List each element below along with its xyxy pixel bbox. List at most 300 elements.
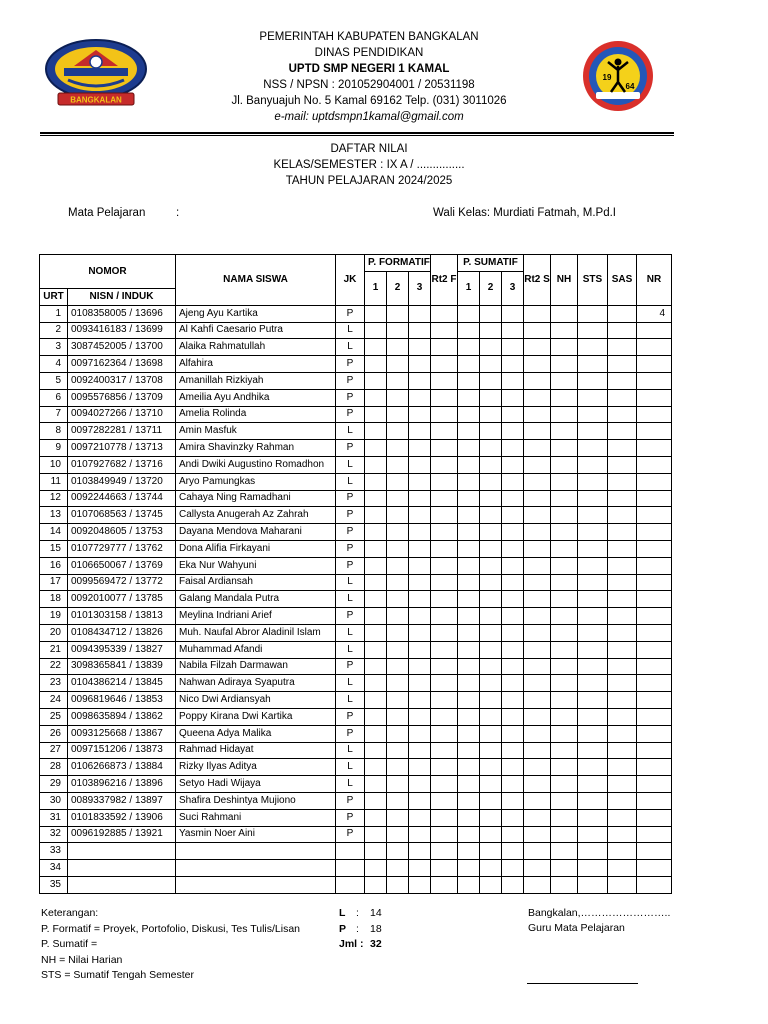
sumatif-3-cell bbox=[502, 725, 524, 742]
formatif-3-cell bbox=[409, 641, 431, 658]
sumatif-2-cell bbox=[480, 843, 502, 860]
sas-cell bbox=[608, 473, 637, 490]
sumatif-1-cell bbox=[458, 540, 480, 557]
formatif-3-cell bbox=[409, 792, 431, 809]
sas-cell bbox=[608, 826, 637, 843]
formatif-3-cell bbox=[409, 524, 431, 541]
formatif-2-cell bbox=[387, 490, 409, 507]
nr-cell bbox=[637, 389, 672, 406]
sas-cell bbox=[608, 624, 637, 641]
formatif-2-cell bbox=[387, 860, 409, 877]
sumatif-2-cell bbox=[480, 658, 502, 675]
sumatif-1-cell bbox=[458, 725, 480, 742]
sumatif-3-cell bbox=[502, 440, 524, 457]
student-name: Yasmin Noer Aini bbox=[176, 826, 336, 843]
rt2s-cell bbox=[524, 809, 551, 826]
nisn-cell: 0092010077 / 13785 bbox=[68, 591, 176, 608]
sumatif-1-cell bbox=[458, 591, 480, 608]
sumatif-1-cell bbox=[458, 423, 480, 440]
sumatif-1-cell bbox=[458, 843, 480, 860]
sumatif-3-cell bbox=[502, 356, 524, 373]
nh-cell bbox=[551, 389, 578, 406]
nisn-cell: 0097151206 / 13873 bbox=[68, 742, 176, 759]
nr-cell bbox=[637, 372, 672, 389]
sas-cell bbox=[608, 675, 637, 692]
table-row bbox=[40, 742, 672, 759]
table-row bbox=[40, 792, 672, 809]
sts-cell bbox=[578, 658, 608, 675]
row-number: 11 bbox=[40, 473, 68, 490]
nisn-cell: 0104386214 / 13845 bbox=[68, 675, 176, 692]
formatif-1-cell bbox=[365, 423, 387, 440]
student-name bbox=[176, 843, 336, 860]
rt2f-cell bbox=[431, 776, 458, 793]
nisn-cell: 0092400317 / 13708 bbox=[68, 372, 176, 389]
nh-cell bbox=[551, 473, 578, 490]
sts-cell bbox=[578, 591, 608, 608]
sts-cell bbox=[578, 389, 608, 406]
sts-cell bbox=[578, 826, 608, 843]
table-row bbox=[40, 490, 672, 507]
student-name: Alfahira bbox=[176, 356, 336, 373]
header-rt2f: Rt2 F bbox=[431, 255, 458, 306]
nr-cell bbox=[637, 692, 672, 709]
sts-cell bbox=[578, 725, 608, 742]
sts-cell bbox=[578, 675, 608, 692]
rt2f-cell bbox=[431, 708, 458, 725]
formatif-3-cell bbox=[409, 490, 431, 507]
sas-cell bbox=[608, 356, 637, 373]
govt-name: PEMERINTAH KABUPATEN BANGKALAN bbox=[259, 31, 479, 43]
nisn-cell: 3098365841 / 13839 bbox=[68, 658, 176, 675]
school-address: Jl. Banyuajuh No. 5 Kamal 69162 Telp. (031) 3011026 bbox=[231, 95, 507, 107]
table-row bbox=[40, 372, 672, 389]
rt2f-cell bbox=[431, 826, 458, 843]
gender-cell: L bbox=[336, 675, 365, 692]
nh-cell bbox=[551, 826, 578, 843]
row-number: 22 bbox=[40, 658, 68, 675]
sumatif-2-cell bbox=[480, 305, 502, 322]
gender-cell: L bbox=[336, 641, 365, 658]
sts-cell bbox=[578, 624, 608, 641]
student-name: Rahmad Hidayat bbox=[176, 742, 336, 759]
formatif-3-cell bbox=[409, 843, 431, 860]
sumatif-3-cell bbox=[502, 826, 524, 843]
table-row bbox=[40, 507, 672, 524]
nh-cell bbox=[551, 524, 578, 541]
table-row bbox=[40, 641, 672, 658]
sumatif-1-cell bbox=[458, 876, 480, 893]
row-number: 1 bbox=[40, 305, 68, 322]
formatif-3-cell bbox=[409, 759, 431, 776]
header-nr: NR bbox=[637, 255, 672, 306]
nh-cell bbox=[551, 641, 578, 658]
rt2f-cell bbox=[431, 507, 458, 524]
sumatif-2-cell bbox=[480, 860, 502, 877]
nr-cell bbox=[637, 675, 672, 692]
table-row bbox=[40, 423, 672, 440]
formatif-3-cell bbox=[409, 456, 431, 473]
formatif-3-cell bbox=[409, 608, 431, 625]
formatif-1-cell bbox=[365, 372, 387, 389]
sts-cell bbox=[578, 372, 608, 389]
sas-cell bbox=[608, 524, 637, 541]
sumatif-3-cell bbox=[502, 876, 524, 893]
formatif-2-cell bbox=[387, 776, 409, 793]
nh-cell bbox=[551, 372, 578, 389]
sumatif-3-cell bbox=[502, 557, 524, 574]
rt2s-cell bbox=[524, 608, 551, 625]
rt2f-cell bbox=[431, 473, 458, 490]
nisn-cell: 0101833592 / 13906 bbox=[68, 809, 176, 826]
rt2f-cell bbox=[431, 372, 458, 389]
gender-cell: P bbox=[336, 507, 365, 524]
header-jk: JK bbox=[336, 255, 365, 306]
row-number: 2 bbox=[40, 322, 68, 339]
sts-cell bbox=[578, 524, 608, 541]
sumatif-1-cell bbox=[458, 356, 480, 373]
nh-cell bbox=[551, 843, 578, 860]
sas-cell bbox=[608, 876, 637, 893]
sumatif-2-cell bbox=[480, 473, 502, 490]
row-number: 23 bbox=[40, 675, 68, 692]
rt2s-cell bbox=[524, 658, 551, 675]
sts-cell bbox=[578, 742, 608, 759]
sas-cell bbox=[608, 423, 637, 440]
sumatif-3-cell bbox=[502, 776, 524, 793]
table-row bbox=[40, 524, 672, 541]
sts-cell bbox=[578, 339, 608, 356]
rt2s-cell bbox=[524, 843, 551, 860]
sumatif-2-cell bbox=[480, 876, 502, 893]
student-name: Dona Alifia Firkayani bbox=[176, 540, 336, 557]
sumatif-3-cell bbox=[502, 372, 524, 389]
sumatif-1-cell bbox=[458, 574, 480, 591]
sumatif-1-cell bbox=[458, 809, 480, 826]
rt2f-cell bbox=[431, 490, 458, 507]
sumatif-3-cell bbox=[502, 406, 524, 423]
rt2f-cell bbox=[431, 876, 458, 893]
table-row bbox=[40, 574, 672, 591]
logo-year-b: 64 bbox=[625, 82, 635, 91]
rt2s-cell bbox=[524, 624, 551, 641]
row-number: 34 bbox=[40, 860, 68, 877]
sas-cell bbox=[608, 490, 637, 507]
nisn-cell: 0096819646 / 13853 bbox=[68, 692, 176, 709]
gender-cell: P bbox=[336, 406, 365, 423]
sts-cell bbox=[578, 456, 608, 473]
logo-year-a: 19 bbox=[602, 73, 612, 82]
nr-cell bbox=[637, 473, 672, 490]
sumatif-3-cell bbox=[502, 675, 524, 692]
rt2s-cell bbox=[524, 557, 551, 574]
rt2s-cell bbox=[524, 574, 551, 591]
sas-cell bbox=[608, 692, 637, 709]
header-formatif-1: 1 bbox=[365, 271, 387, 305]
department-name: DINAS PENDIDIKAN bbox=[314, 47, 424, 59]
header-sumatif-3: 3 bbox=[502, 271, 524, 305]
student-name: Poppy Kirana Dwi Kartika bbox=[176, 708, 336, 725]
sts-cell bbox=[578, 490, 608, 507]
sumatif-3-cell bbox=[502, 624, 524, 641]
sumatif-2-cell bbox=[480, 524, 502, 541]
formatif-3-cell bbox=[409, 423, 431, 440]
sumatif-1-cell bbox=[458, 675, 480, 692]
rt2s-cell bbox=[524, 339, 551, 356]
sumatif-2-cell bbox=[480, 456, 502, 473]
sts-cell bbox=[578, 507, 608, 524]
formatif-3-cell bbox=[409, 389, 431, 406]
student-name: Queena Adya Malika bbox=[176, 725, 336, 742]
sas-cell bbox=[608, 557, 637, 574]
sumatif-3-cell bbox=[502, 339, 524, 356]
formatif-3-cell bbox=[409, 692, 431, 709]
nisn-cell: 0107729777 / 13762 bbox=[68, 540, 176, 557]
nh-cell bbox=[551, 776, 578, 793]
table-row bbox=[40, 440, 672, 457]
row-number: 32 bbox=[40, 826, 68, 843]
signer-title: Guru Mata Pelajaran bbox=[528, 922, 625, 934]
nisn-cell: 0108434712 / 13826 bbox=[68, 624, 176, 641]
sumatif-3-cell bbox=[502, 524, 524, 541]
nisn-cell bbox=[68, 860, 176, 877]
sts-cell bbox=[578, 423, 608, 440]
rt2f-cell bbox=[431, 406, 458, 423]
sts-cell bbox=[578, 641, 608, 658]
nh-cell bbox=[551, 692, 578, 709]
gender-cell: L bbox=[336, 742, 365, 759]
formatif-2-cell bbox=[387, 759, 409, 776]
nisn-cell: 0099569472 / 13772 bbox=[68, 574, 176, 591]
row-number: 14 bbox=[40, 524, 68, 541]
formatif-2-cell bbox=[387, 574, 409, 591]
nisn-cell: 0098635894 / 13862 bbox=[68, 708, 176, 725]
nr-cell bbox=[637, 843, 672, 860]
sas-cell bbox=[608, 574, 637, 591]
sumatif-2-cell bbox=[480, 322, 502, 339]
nh-cell bbox=[551, 540, 578, 557]
academic-year: TAHUN PELAJARAN 2024/2025 bbox=[285, 175, 453, 187]
nh-cell bbox=[551, 792, 578, 809]
sumatif-3-cell bbox=[502, 389, 524, 406]
rt2f-cell bbox=[431, 524, 458, 541]
formatif-2-cell bbox=[387, 725, 409, 742]
rt2f-cell bbox=[431, 860, 458, 877]
formatif-3-cell bbox=[409, 624, 431, 641]
sumatif-2-cell bbox=[480, 574, 502, 591]
row-number: 12 bbox=[40, 490, 68, 507]
nisn-cell: 0092048605 / 13753 bbox=[68, 524, 176, 541]
sumatif-1-cell bbox=[458, 440, 480, 457]
formatif-1-cell bbox=[365, 591, 387, 608]
sts-cell bbox=[578, 322, 608, 339]
sts-cell bbox=[578, 792, 608, 809]
rt2f-cell bbox=[431, 423, 458, 440]
student-name: Shafira Deshintya Mujiono bbox=[176, 792, 336, 809]
header-nomor: NOMOR bbox=[40, 255, 176, 289]
nisn-cell: 0094027266 / 13710 bbox=[68, 406, 176, 423]
nh-cell bbox=[551, 406, 578, 423]
male-count: 14 bbox=[370, 907, 382, 919]
header-urt: URT bbox=[40, 289, 68, 306]
nisn-cell: 0089337982 / 13897 bbox=[68, 792, 176, 809]
sas-cell bbox=[608, 759, 637, 776]
sumatif-2-cell bbox=[480, 608, 502, 625]
nh-cell bbox=[551, 322, 578, 339]
sas-cell bbox=[608, 641, 637, 658]
table-row bbox=[40, 624, 672, 641]
formatif-2-cell bbox=[387, 473, 409, 490]
row-number: 26 bbox=[40, 725, 68, 742]
nr-cell bbox=[637, 860, 672, 877]
sas-cell bbox=[608, 860, 637, 877]
table-row bbox=[40, 540, 672, 557]
formatif-3-cell bbox=[409, 507, 431, 524]
table-row bbox=[40, 557, 672, 574]
sumatif-3-cell bbox=[502, 322, 524, 339]
student-name: Cahaya Ning Ramadhani bbox=[176, 490, 336, 507]
gender-cell: P bbox=[336, 372, 365, 389]
sumatif-2-cell bbox=[480, 591, 502, 608]
formatif-3-cell bbox=[409, 557, 431, 574]
rt2f-cell bbox=[431, 608, 458, 625]
sas-cell bbox=[608, 456, 637, 473]
student-name: Eka Nur Wahyuni bbox=[176, 557, 336, 574]
sas-cell bbox=[608, 792, 637, 809]
formatif-1-cell bbox=[365, 322, 387, 339]
formatif-1-cell bbox=[365, 557, 387, 574]
sumatif-2-cell bbox=[480, 776, 502, 793]
row-number: 4 bbox=[40, 356, 68, 373]
row-number: 30 bbox=[40, 792, 68, 809]
rt2s-cell bbox=[524, 524, 551, 541]
school-email: e-mail: uptdsmpn1kamal@gmail.com bbox=[274, 111, 464, 123]
sumatif-3-cell bbox=[502, 305, 524, 322]
homeroom-teacher: Wali Kelas: Murdiati Fatmah, M.Pd.I bbox=[433, 207, 616, 219]
formatif-3-cell bbox=[409, 809, 431, 826]
formatif-3-cell bbox=[409, 440, 431, 457]
nr-cell bbox=[637, 540, 672, 557]
row-number: 19 bbox=[40, 608, 68, 625]
formatif-1-cell bbox=[365, 843, 387, 860]
formatif-1-cell bbox=[365, 809, 387, 826]
rt2f-cell bbox=[431, 591, 458, 608]
sumatif-1-cell bbox=[458, 692, 480, 709]
formatif-1-cell bbox=[365, 440, 387, 457]
letterhead-rule-thin bbox=[40, 135, 674, 136]
sumatif-2-cell bbox=[480, 389, 502, 406]
sas-cell bbox=[608, 339, 637, 356]
rt2f-cell bbox=[431, 574, 458, 591]
nr-cell bbox=[637, 876, 672, 893]
rt2s-cell bbox=[524, 389, 551, 406]
sumatif-1-cell bbox=[458, 742, 480, 759]
formatif-2-cell bbox=[387, 826, 409, 843]
rt2s-cell bbox=[524, 322, 551, 339]
row-number: 20 bbox=[40, 624, 68, 641]
gender-cell: P bbox=[336, 725, 365, 742]
letterhead-rule-thick bbox=[40, 132, 674, 134]
gender-cell: L bbox=[336, 624, 365, 641]
sas-cell bbox=[608, 591, 637, 608]
sts-cell bbox=[578, 305, 608, 322]
formatif-3-cell bbox=[409, 406, 431, 423]
table-row bbox=[40, 759, 672, 776]
male-count-label: L bbox=[339, 907, 346, 919]
nh-cell bbox=[551, 725, 578, 742]
sts-cell bbox=[578, 809, 608, 826]
signature-line bbox=[527, 983, 638, 984]
header-sas: SAS bbox=[608, 255, 637, 306]
row-number: 8 bbox=[40, 423, 68, 440]
formatif-3-cell bbox=[409, 591, 431, 608]
rt2f-cell bbox=[431, 322, 458, 339]
rt2s-cell bbox=[524, 490, 551, 507]
female-count-label: P bbox=[339, 923, 347, 935]
rt2f-cell bbox=[431, 305, 458, 322]
formatif-1-cell bbox=[365, 658, 387, 675]
gender-cell: P bbox=[336, 540, 365, 557]
formatif-1-cell bbox=[365, 860, 387, 877]
formatif-3-cell bbox=[409, 574, 431, 591]
rt2s-cell bbox=[524, 372, 551, 389]
sas-cell bbox=[608, 658, 637, 675]
sumatif-3-cell bbox=[502, 742, 524, 759]
rt2f-cell bbox=[431, 641, 458, 658]
formatif-1-cell bbox=[365, 776, 387, 793]
formatif-2-cell bbox=[387, 540, 409, 557]
sumatif-1-cell bbox=[458, 776, 480, 793]
formatif-3-cell bbox=[409, 742, 431, 759]
gender-cell: P bbox=[336, 658, 365, 675]
rt2s-cell bbox=[524, 473, 551, 490]
sumatif-1-cell bbox=[458, 456, 480, 473]
nr-cell bbox=[637, 423, 672, 440]
sts-cell bbox=[578, 876, 608, 893]
formatif-1-cell bbox=[365, 524, 387, 541]
formatif-1-cell bbox=[365, 473, 387, 490]
row-number: 28 bbox=[40, 759, 68, 776]
nh-cell bbox=[551, 507, 578, 524]
formatif-2-cell bbox=[387, 356, 409, 373]
formatif-1-cell bbox=[365, 574, 387, 591]
sumatif-1-cell bbox=[458, 624, 480, 641]
gender-cell: P bbox=[336, 356, 365, 373]
nh-cell bbox=[551, 591, 578, 608]
sumatif-2-cell bbox=[480, 440, 502, 457]
sumatif-2-cell bbox=[480, 540, 502, 557]
sumatif-3-cell bbox=[502, 591, 524, 608]
student-name: Muh. Naufal Abror Aladinil Islam bbox=[176, 624, 336, 641]
gender-cell: L bbox=[336, 759, 365, 776]
sumatif-3-cell bbox=[502, 456, 524, 473]
gender-cell: P bbox=[336, 440, 365, 457]
nr-cell bbox=[637, 641, 672, 658]
formatif-3-cell bbox=[409, 305, 431, 322]
gender-cell: L bbox=[336, 456, 365, 473]
gender-cell: P bbox=[336, 792, 365, 809]
rt2s-cell bbox=[524, 876, 551, 893]
formatif-3-cell bbox=[409, 372, 431, 389]
sumatif-3-cell bbox=[502, 708, 524, 725]
header-nisn: NISN / INDUK bbox=[68, 289, 176, 306]
legend-nh: NH = Nilai Harian bbox=[41, 953, 123, 966]
sts-cell bbox=[578, 574, 608, 591]
formatif-3-cell bbox=[409, 708, 431, 725]
sts-cell bbox=[578, 776, 608, 793]
sumatif-3-cell bbox=[502, 507, 524, 524]
sumatif-1-cell bbox=[458, 792, 480, 809]
